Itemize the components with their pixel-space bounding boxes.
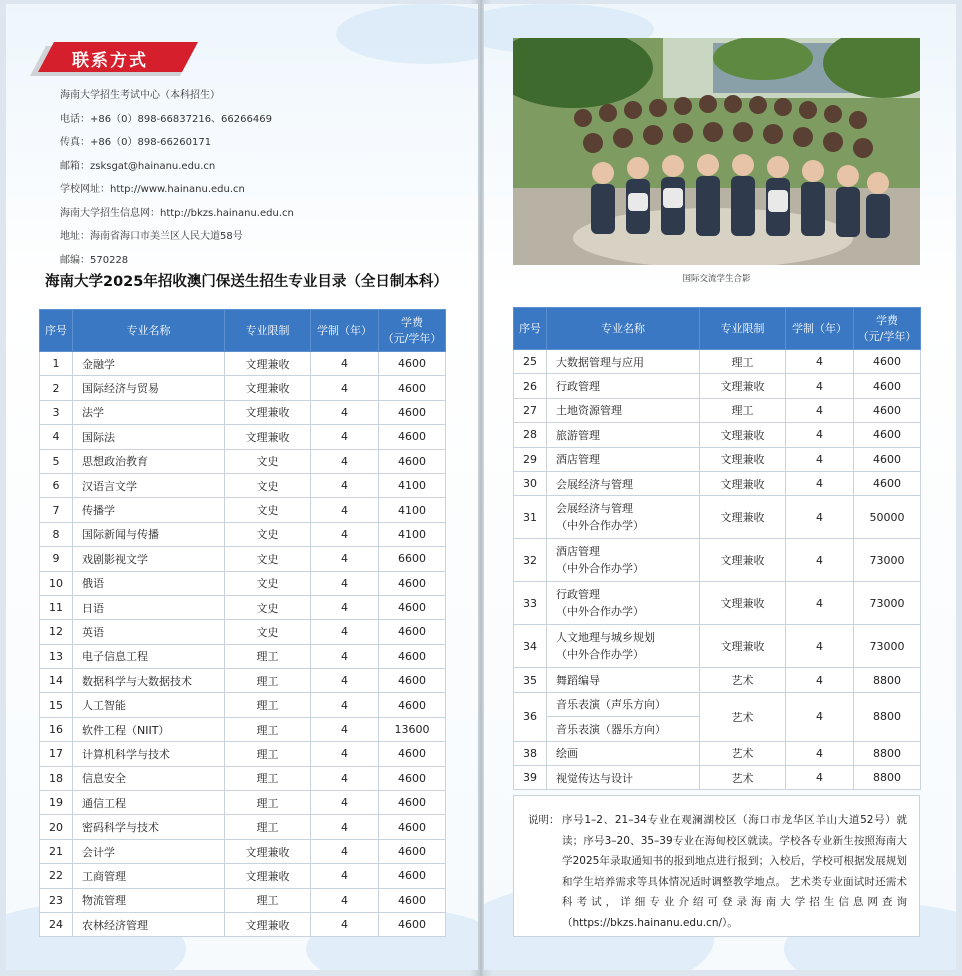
- cell-no: 14: [40, 669, 73, 693]
- cell-name: 国际法: [73, 425, 225, 449]
- header-fee-line2: （元/学年）: [382, 331, 442, 345]
- table-row: [514, 423, 921, 447]
- cell-restrict: 文理兼收: [700, 471, 786, 495]
- cell-name: 物流管理: [73, 888, 225, 912]
- cell-name: 酒店管理: [547, 447, 700, 471]
- table-row: [40, 425, 446, 449]
- cell-restrict: 文理兼收: [225, 839, 311, 863]
- cell-restrict: 文史: [225, 522, 311, 546]
- cell-years: 4: [786, 765, 854, 789]
- contact-phone: 电话：+86（0）898-66837216、66266469: [60, 113, 272, 125]
- cell-no: 9: [40, 547, 73, 571]
- cell-restrict: 理工: [225, 644, 311, 668]
- cell-years: 4: [311, 839, 379, 863]
- table-row: [514, 582, 921, 625]
- cell-years: 4: [311, 595, 379, 619]
- cell-no: 16: [40, 717, 73, 741]
- table-row: [40, 400, 446, 424]
- cell-no: 30: [514, 471, 547, 495]
- section-title: 联系方式: [72, 51, 148, 71]
- cell-years: 4: [786, 398, 854, 422]
- table-row: [514, 741, 921, 765]
- table-row: [40, 644, 446, 668]
- cell-restrict: 文史: [225, 595, 311, 619]
- cell-years: 4: [311, 352, 379, 376]
- cell-restrict: 文理兼收: [225, 400, 311, 424]
- catalog-title: 海南大学2025年招收澳门保送生招生专业目录（全日制本科）: [45, 274, 448, 290]
- cell-no: 2: [40, 376, 73, 400]
- cell-fee: 73000: [854, 539, 921, 582]
- cell-name: 人工智能: [73, 693, 225, 717]
- cell-fee: 4600: [379, 425, 446, 449]
- table-row: [40, 839, 446, 863]
- cell-name: 汉语言文学: [73, 473, 225, 497]
- header-fee: [854, 308, 921, 350]
- table-row: [40, 595, 446, 619]
- cell-fee: 4100: [379, 522, 446, 546]
- table-row: [514, 496, 921, 539]
- cell-years: 4: [786, 625, 854, 668]
- cell-fee: 73000: [854, 582, 921, 625]
- cell-years: 4: [311, 912, 379, 936]
- cell-name: [547, 625, 700, 668]
- cell-no: 39: [514, 765, 547, 789]
- cell-years: 4: [311, 669, 379, 693]
- table-row: [40, 888, 446, 912]
- cell-years: 4: [786, 471, 854, 495]
- cell-restrict: 理工: [700, 398, 786, 422]
- contact-fax: 传真：+86（0）898-66260171: [60, 137, 212, 148]
- cell-fee: 4600: [379, 644, 446, 668]
- cell-name: 传播学: [73, 498, 225, 522]
- table-row: [40, 522, 446, 546]
- cell-no: 15: [40, 693, 73, 717]
- group-photo-illustration: [513, 38, 920, 265]
- table-row: [40, 547, 446, 571]
- cell-name: 会展经济与管理: [547, 471, 700, 495]
- table-row: [40, 693, 446, 717]
- table-row: [40, 717, 446, 741]
- header-years: 学制（年）: [311, 310, 379, 352]
- cell-years: 4: [786, 539, 854, 582]
- cell-restrict: 理工: [700, 350, 786, 374]
- cell-name: 国际经济与贸易: [73, 376, 225, 400]
- cell-name: 法学: [73, 400, 225, 424]
- table-header-row: [40, 310, 446, 352]
- cell-no: 25: [514, 350, 547, 374]
- cell-years: 4: [311, 717, 379, 741]
- cell-name: 英语: [73, 620, 225, 644]
- cell-fee: 4600: [379, 352, 446, 376]
- cell-fee: 4600: [379, 400, 446, 424]
- cell-name: [547, 496, 700, 539]
- header-restrict: 专业限制: [700, 308, 786, 350]
- cell-no: 26: [514, 374, 547, 398]
- table-row: [514, 447, 921, 471]
- table-row: [514, 471, 921, 495]
- header-no: 序号: [40, 310, 73, 352]
- cell-name: [547, 582, 700, 625]
- cell-restrict: 文理兼收: [700, 496, 786, 539]
- cell-name: 土地资源管理: [547, 398, 700, 422]
- cell-years: 4: [311, 449, 379, 473]
- header-fee-line1: 学费: [401, 315, 423, 329]
- cell-restrict: 文史: [225, 620, 311, 644]
- table-row: [40, 669, 446, 693]
- cell-years: 4: [311, 620, 379, 644]
- cell-fee: 8800: [854, 668, 921, 692]
- cell-fee: 4600: [379, 669, 446, 693]
- photo-caption: 国际交流学生合影: [682, 274, 751, 284]
- cell-fee: 4600: [379, 595, 446, 619]
- cell-restrict: 文史: [225, 498, 311, 522]
- cell-years: 4: [311, 766, 379, 790]
- cell-restrict: 文理兼收: [225, 425, 311, 449]
- cell-restrict: 理工: [225, 669, 311, 693]
- cell-restrict: 文理兼收: [225, 352, 311, 376]
- cell-fee: 4600: [854, 398, 921, 422]
- contact-email: 邮箱：zsksgat@hainanu.edu.cn: [60, 160, 216, 172]
- cell-name: [547, 539, 700, 582]
- table-row: [514, 398, 921, 422]
- cell-fee: 4600: [379, 693, 446, 717]
- cell-years: 4: [311, 644, 379, 668]
- majors-table-right: [513, 307, 921, 790]
- cell-restrict: 艺术: [700, 741, 786, 765]
- cell-no: 13: [40, 644, 73, 668]
- cell-fee: 50000: [854, 496, 921, 539]
- cell-name: 会计学: [73, 839, 225, 863]
- table-row: [40, 912, 446, 936]
- cell-name: 音乐表演（声乐方向）: [547, 692, 700, 716]
- majors-table-left: [39, 309, 446, 937]
- cell-years: 4: [311, 376, 379, 400]
- cell-years: 4: [786, 496, 854, 539]
- cell-years: 4: [311, 791, 379, 815]
- cell-years: 4: [311, 425, 379, 449]
- cell-restrict: 理工: [225, 766, 311, 790]
- cell-name: 信息安全: [73, 766, 225, 790]
- cell-restrict: 艺术: [700, 692, 786, 741]
- cell-name-line1: 酒店管理: [556, 545, 600, 559]
- cell-restrict: 文理兼收: [225, 864, 311, 888]
- cell-no: 34: [514, 625, 547, 668]
- cell-no: 32: [514, 539, 547, 582]
- cell-years: 4: [311, 571, 379, 595]
- cell-fee: 4600: [379, 888, 446, 912]
- contact-admission-site: 海南大学招生信息网：http://bkzs.hainanu.edu.cn: [60, 207, 294, 219]
- cell-fee: 4600: [379, 742, 446, 766]
- cell-no: 35: [514, 668, 547, 692]
- cell-restrict: 艺术: [700, 668, 786, 692]
- cell-fee: 4600: [379, 376, 446, 400]
- cell-no: 24: [40, 912, 73, 936]
- cell-no: 5: [40, 449, 73, 473]
- table-row: [40, 449, 446, 473]
- cell-no: 8: [40, 522, 73, 546]
- cell-years: 4: [786, 423, 854, 447]
- cell-fee: 8800: [854, 765, 921, 789]
- cell-name: 密码科学与技术: [73, 815, 225, 839]
- note-box: [513, 795, 920, 937]
- cell-fee: 4600: [854, 471, 921, 495]
- section-header: [38, 42, 194, 76]
- cell-no: 23: [40, 888, 73, 912]
- cell-fee: 8800: [854, 692, 921, 741]
- cell-no: 12: [40, 620, 73, 644]
- cell-years: 4: [786, 350, 854, 374]
- cell-name: 音乐表演（器乐方向）: [547, 717, 700, 741]
- contact-postcode: 邮编：570228: [60, 254, 129, 266]
- header-years: 学制（年）: [786, 308, 854, 350]
- left-page: [6, 4, 478, 970]
- table-row: [40, 352, 446, 376]
- cell-name: 视觉传达与设计: [547, 765, 700, 789]
- contact-info: [60, 89, 294, 277]
- table-row: [40, 742, 446, 766]
- table-row: [40, 766, 446, 790]
- cell-name: 通信工程: [73, 791, 225, 815]
- cell-no: 3: [40, 400, 73, 424]
- cell-name: 绘画: [547, 741, 700, 765]
- cell-no: 38: [514, 741, 547, 765]
- cell-fee: 4600: [379, 791, 446, 815]
- cell-name-line1: 人文地理与城乡规划: [556, 631, 655, 645]
- cell-restrict: 文理兼收: [700, 423, 786, 447]
- cell-fee: 8800: [854, 741, 921, 765]
- cell-fee: 4600: [854, 350, 921, 374]
- cell-no: 1: [40, 352, 73, 376]
- cell-no: 17: [40, 742, 73, 766]
- table-row: [514, 668, 921, 692]
- cell-name: 电子信息工程: [73, 644, 225, 668]
- cell-no: 33: [514, 582, 547, 625]
- cell-name-line2: （中外合作办学）: [556, 605, 644, 619]
- header-fee-line2: （元/学年）: [857, 329, 917, 343]
- group-photo: [513, 38, 920, 265]
- cell-restrict: 文理兼收: [225, 912, 311, 936]
- table-row: [40, 620, 446, 644]
- cell-years: 4: [786, 741, 854, 765]
- cell-fee: 4100: [379, 498, 446, 522]
- cell-years: 4: [311, 498, 379, 522]
- cell-years: 4: [311, 815, 379, 839]
- table-row: [514, 765, 921, 789]
- cell-restrict: 理工: [225, 717, 311, 741]
- table-row: [514, 539, 921, 582]
- header-name: 专业名称: [73, 310, 225, 352]
- cell-years: 4: [786, 582, 854, 625]
- cell-no: 27: [514, 398, 547, 422]
- cell-no: 7: [40, 498, 73, 522]
- cell-name: 舞蹈编导: [547, 668, 700, 692]
- cell-fee: 4600: [379, 449, 446, 473]
- cell-restrict: 文理兼收: [700, 539, 786, 582]
- cell-years: 4: [786, 692, 854, 741]
- cell-name: 大数据管理与应用: [547, 350, 700, 374]
- header-no: 序号: [514, 308, 547, 350]
- table-row: [40, 791, 446, 815]
- cell-no: 11: [40, 595, 73, 619]
- cell-name-line1: 会展经济与管理: [556, 502, 633, 516]
- cell-fee: 4600: [379, 766, 446, 790]
- cell-restrict: 理工: [225, 888, 311, 912]
- cell-name: 工商管理: [73, 864, 225, 888]
- note-text: 序号1–2、21–34专业在观澜湖校区（海口市龙华区羊山大道52号）就读；序号3–20、35–39专业在海甸校区就读。学校各专业新生按照海南大学2025年录取通知书的报到地点进行报到；入校后，学校可根据发展规划和学生培养需求等具体情况适时调整教学地点。 艺术类专业面试时还需术科考试，详细专业介绍可登录海南大学招生信息网查询（https://bkzs.hainanu.edu.cn/）。: [562, 814, 907, 929]
- table-row: [40, 864, 446, 888]
- header-fee-line1: 学费: [876, 313, 898, 327]
- cell-years: 4: [311, 400, 379, 424]
- cell-name-line2: （中外合作办学）: [556, 648, 644, 662]
- cell-restrict: 艺术: [700, 765, 786, 789]
- table-row: [40, 571, 446, 595]
- cell-name: 行政管理: [547, 374, 700, 398]
- header-name: 专业名称: [547, 308, 700, 350]
- cell-years: 4: [311, 473, 379, 497]
- table-row: [514, 374, 921, 398]
- cell-restrict: 理工: [225, 815, 311, 839]
- cell-no: 36: [514, 692, 547, 741]
- cell-name-line2: （中外合作办学）: [556, 519, 644, 533]
- cell-restrict: 理工: [225, 791, 311, 815]
- cell-no: 29: [514, 447, 547, 471]
- cell-restrict: 文理兼收: [700, 582, 786, 625]
- cell-no: 18: [40, 766, 73, 790]
- cell-years: 4: [786, 374, 854, 398]
- cloud-decoration: [336, 4, 478, 64]
- table-row: [40, 376, 446, 400]
- cell-years: 4: [311, 888, 379, 912]
- cell-restrict: 理工: [225, 693, 311, 717]
- header-restrict: 专业限制: [225, 310, 311, 352]
- cell-fee: 4600: [379, 815, 446, 839]
- cell-fee: 6600: [379, 547, 446, 571]
- cell-no: 31: [514, 496, 547, 539]
- cell-years: 4: [311, 547, 379, 571]
- cell-no: 21: [40, 839, 73, 863]
- cell-no: 4: [40, 425, 73, 449]
- cell-fee: 4600: [379, 864, 446, 888]
- cell-no: 28: [514, 423, 547, 447]
- cell-fee: 4600: [854, 447, 921, 471]
- table-header-row: [514, 308, 921, 350]
- right-page: [484, 4, 956, 970]
- cell-years: 4: [311, 864, 379, 888]
- cell-restrict: 文理兼收: [225, 376, 311, 400]
- cell-years: 4: [786, 668, 854, 692]
- cell-restrict: 理工: [225, 742, 311, 766]
- cell-restrict: 文史: [225, 571, 311, 595]
- cell-restrict: 文理兼收: [700, 374, 786, 398]
- cell-fee: 4600: [379, 912, 446, 936]
- cell-name-line1: 行政管理: [556, 588, 600, 602]
- cell-name: 软件工程（NIIT）: [73, 717, 225, 741]
- cell-restrict: 文史: [225, 449, 311, 473]
- table-row: [40, 815, 446, 839]
- cell-restrict: 文理兼收: [700, 625, 786, 668]
- cell-restrict: 文史: [225, 547, 311, 571]
- header-fee: [379, 310, 446, 352]
- cell-fee: 13600: [379, 717, 446, 741]
- table-row: [514, 625, 921, 668]
- cell-years: 4: [311, 742, 379, 766]
- cell-name: 金融学: [73, 352, 225, 376]
- cell-no: 20: [40, 815, 73, 839]
- cell-fee: 4600: [379, 620, 446, 644]
- cell-no: 19: [40, 791, 73, 815]
- cell-name-line2: （中外合作办学）: [556, 562, 644, 576]
- note-label: 说明：: [528, 814, 560, 826]
- cell-name: 思想政治教育: [73, 449, 225, 473]
- cell-fee: 73000: [854, 625, 921, 668]
- cell-name: 农林经济管理: [73, 912, 225, 936]
- cell-years: 4: [786, 447, 854, 471]
- cell-name: 旅游管理: [547, 423, 700, 447]
- contact-office: 海南大学招生考试中心（本科招生）: [60, 90, 220, 101]
- cell-name: 数据科学与大数据技术: [73, 669, 225, 693]
- cell-no: 6: [40, 473, 73, 497]
- cell-fee: 4600: [379, 839, 446, 863]
- cell-name: 国际新闻与传播: [73, 522, 225, 546]
- table-row: [514, 692, 921, 716]
- cell-restrict: 文史: [225, 473, 311, 497]
- cell-no: 10: [40, 571, 73, 595]
- cell-no: 22: [40, 864, 73, 888]
- table-row: [40, 498, 446, 522]
- cell-name: 戏剧影视文学: [73, 547, 225, 571]
- contact-website: 学校网址：http://www.hainanu.edu.cn: [60, 184, 245, 195]
- cell-years: 4: [311, 522, 379, 546]
- cell-restrict: 文理兼收: [700, 447, 786, 471]
- cell-fee: 4600: [379, 571, 446, 595]
- table-row: [514, 350, 921, 374]
- cell-fee: 4100: [379, 473, 446, 497]
- contact-address: 地址：海南省海口市美兰区人民大道58号: [60, 231, 243, 242]
- cell-name: 计算机科学与技术: [73, 742, 225, 766]
- table-row: [40, 473, 446, 497]
- cell-name: 俄语: [73, 571, 225, 595]
- cell-fee: 4600: [854, 423, 921, 447]
- cell-years: 4: [311, 693, 379, 717]
- cell-fee: 4600: [854, 374, 921, 398]
- cell-name: 日语: [73, 595, 225, 619]
